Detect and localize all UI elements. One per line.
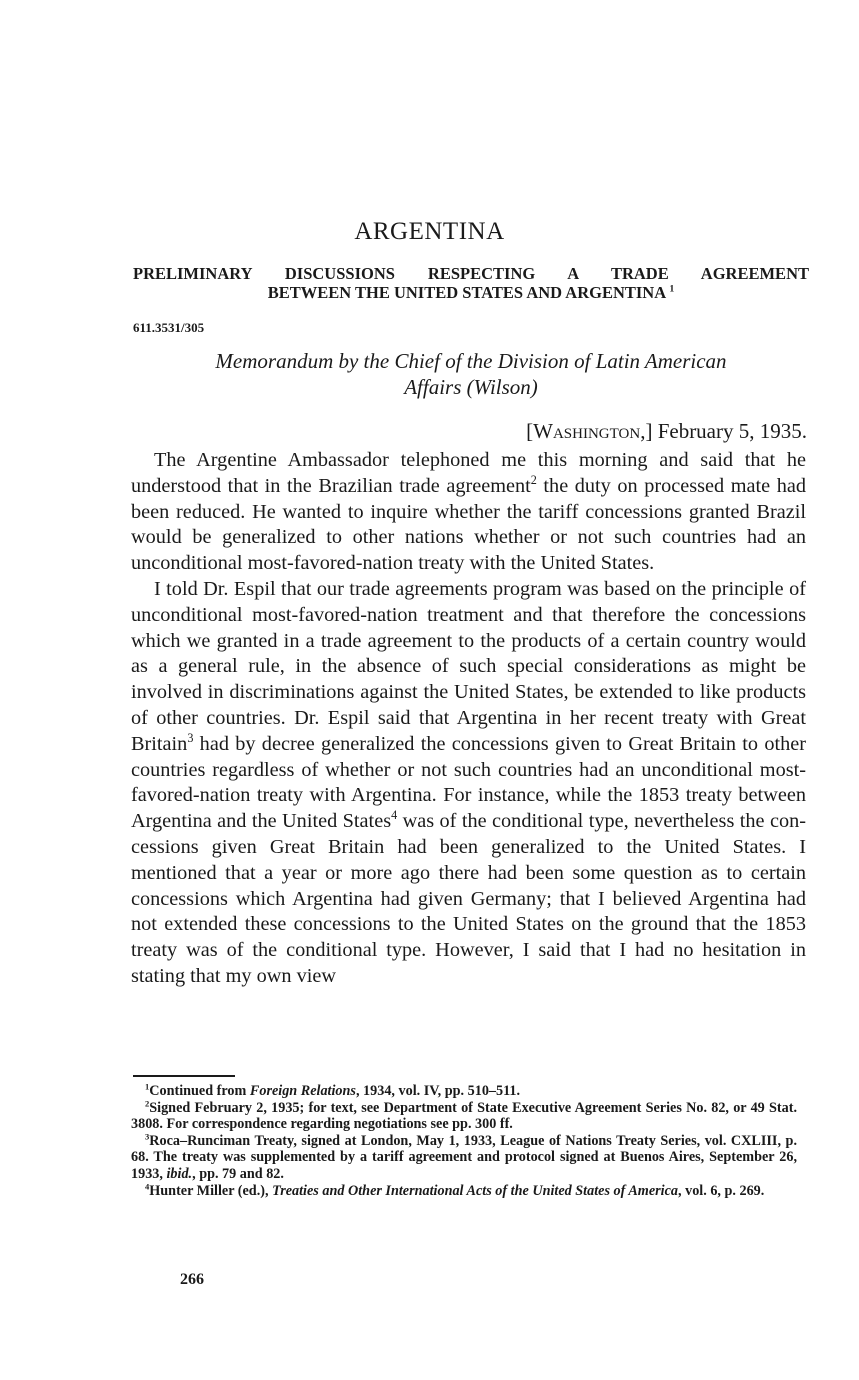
footnote-3 bbox=[131, 1133, 797, 1183]
page-number: 266 bbox=[180, 1271, 204, 1288]
dateline-close-bracket: ,] bbox=[640, 419, 653, 443]
footnote-1-source-title: Foreign Relations bbox=[249, 1083, 356, 1099]
paragraph-2-text-c: was of the conditional type, nevertheless the concessions given Great Britain had been generalized to the United States. I mentioned that a year or more ago there had been some question as to certain concessions which Argentina had given Germany; that I believed Argentina had not extended these concessions to the United States on the ground that the 1853 treaty was of the conditional type. However, I said that I had no hesitation in stating that my own view bbox=[131, 810, 806, 987]
footnote-number: 1 bbox=[145, 1081, 150, 1092]
footnote-number: 4 bbox=[145, 1180, 150, 1191]
footnote-4 bbox=[131, 1180, 797, 1200]
dateline-open-bracket: [ bbox=[526, 419, 534, 443]
document-title bbox=[133, 348, 809, 400]
footnote-4-text-a: Hunter Miller (ed.), bbox=[149, 1182, 273, 1199]
footnote-ref[interactable]: 2 bbox=[530, 473, 537, 488]
file-number: 611.3531/305 bbox=[133, 320, 205, 335]
section-heading-line-1: PRELIMINARY DISCUSSIONS RESPECTING A TRADE AGREEMENT bbox=[133, 264, 809, 283]
dateline-date: February 5, 1935. bbox=[657, 419, 807, 443]
memorandum-body bbox=[131, 448, 806, 990]
footnotes bbox=[131, 1083, 797, 1199]
paragraph-2 bbox=[131, 577, 806, 990]
document-title-line-1: Memorandum by the Chief of the Division of Latin American bbox=[215, 349, 727, 373]
footnote-3-ibid: ibid. bbox=[166, 1165, 193, 1182]
document-title-line-2: Affairs (Wilson) bbox=[404, 375, 538, 399]
dateline bbox=[526, 419, 807, 444]
footnote-2-text: Signed February 2, 1935; for text, see Department of State Executive Agreement Series No. 82, or 49 Stat. 3808. For correspondence regarding negotiations see pp. 300 ff. bbox=[131, 1099, 797, 1133]
paragraph-2-text-a: I told Dr. Espil that our trade agreements program was based on the principle of unconditional most-favored-nation treatment and that therefore the concessions which we granted in a trade agreement to the products of a certain country would as a general rule, in the absence of such special considerations as might be involved in discriminations against the United States, be extended to like products of other countries. Dr. Espil said that Argentina in her recent treaty with Great Britain bbox=[131, 577, 806, 755]
footnote-2 bbox=[131, 1097, 797, 1133]
footnote-3-text-a: Roca–Runciman Treaty, signed at London, May 1, 1933, League of Nations Treaty Series, vol. CXLIII, p. 68. The treaty was supplemented by a tariff agreement and protocol signed at Buenos Aires, September 26, 1933, bbox=[131, 1132, 797, 1182]
chapter-title: ARGENTINA bbox=[354, 218, 505, 245]
footnote-3-text-b: , pp. 79 and 82. bbox=[192, 1165, 284, 1182]
footnote-number: 3 bbox=[145, 1131, 150, 1142]
section-heading-line-2-text: BETWEEN THE UNITED STATES AND ARGENTINA bbox=[267, 283, 666, 302]
dateline-place: Washington bbox=[533, 419, 641, 443]
paragraph-2-text-b: had by decree generalized the concessions given to Great Britain to other countries regardless of whether or not such countries had an unconditional most-favored-nation treaty with Argentina. For instance, while the 1853 treaty between Argentina and the United States bbox=[131, 732, 806, 833]
footnote-ref[interactable]: 4 bbox=[391, 808, 398, 823]
section-heading bbox=[133, 264, 809, 302]
footnote-4-source-title: Treaties and Other International Acts of the United States of America bbox=[272, 1182, 678, 1199]
footnote-4-text-b: , vol. 6, p. 269. bbox=[678, 1182, 765, 1199]
footnote-1-text-a: Continued from bbox=[149, 1083, 250, 1099]
paragraph-1-text-a: The Argentine Ambassador telephoned me this morning and said that he understood that in the Brazilian trade agreement bbox=[131, 449, 806, 497]
paragraph-1-text-b: the duty on processed mate had been reduced. He wanted to inquire whether the tariff concessions granted Brazil would be generalized to other nations whether or not such countries had an unconditional most-favored-nation treaty with the United States. bbox=[131, 474, 806, 575]
paragraph-1 bbox=[131, 448, 806, 577]
section-heading-line-2 bbox=[133, 283, 809, 302]
footnote-divider bbox=[133, 1075, 235, 1077]
footnote-ref[interactable]: 1 bbox=[669, 283, 675, 295]
footnote-ref[interactable]: 3 bbox=[187, 731, 194, 745]
footnote-1-text-b: , 1934, vol. IV, pp. 510–511. bbox=[355, 1083, 521, 1099]
footnote-number: 2 bbox=[145, 1097, 150, 1108]
footnote-1 bbox=[131, 1083, 797, 1100]
